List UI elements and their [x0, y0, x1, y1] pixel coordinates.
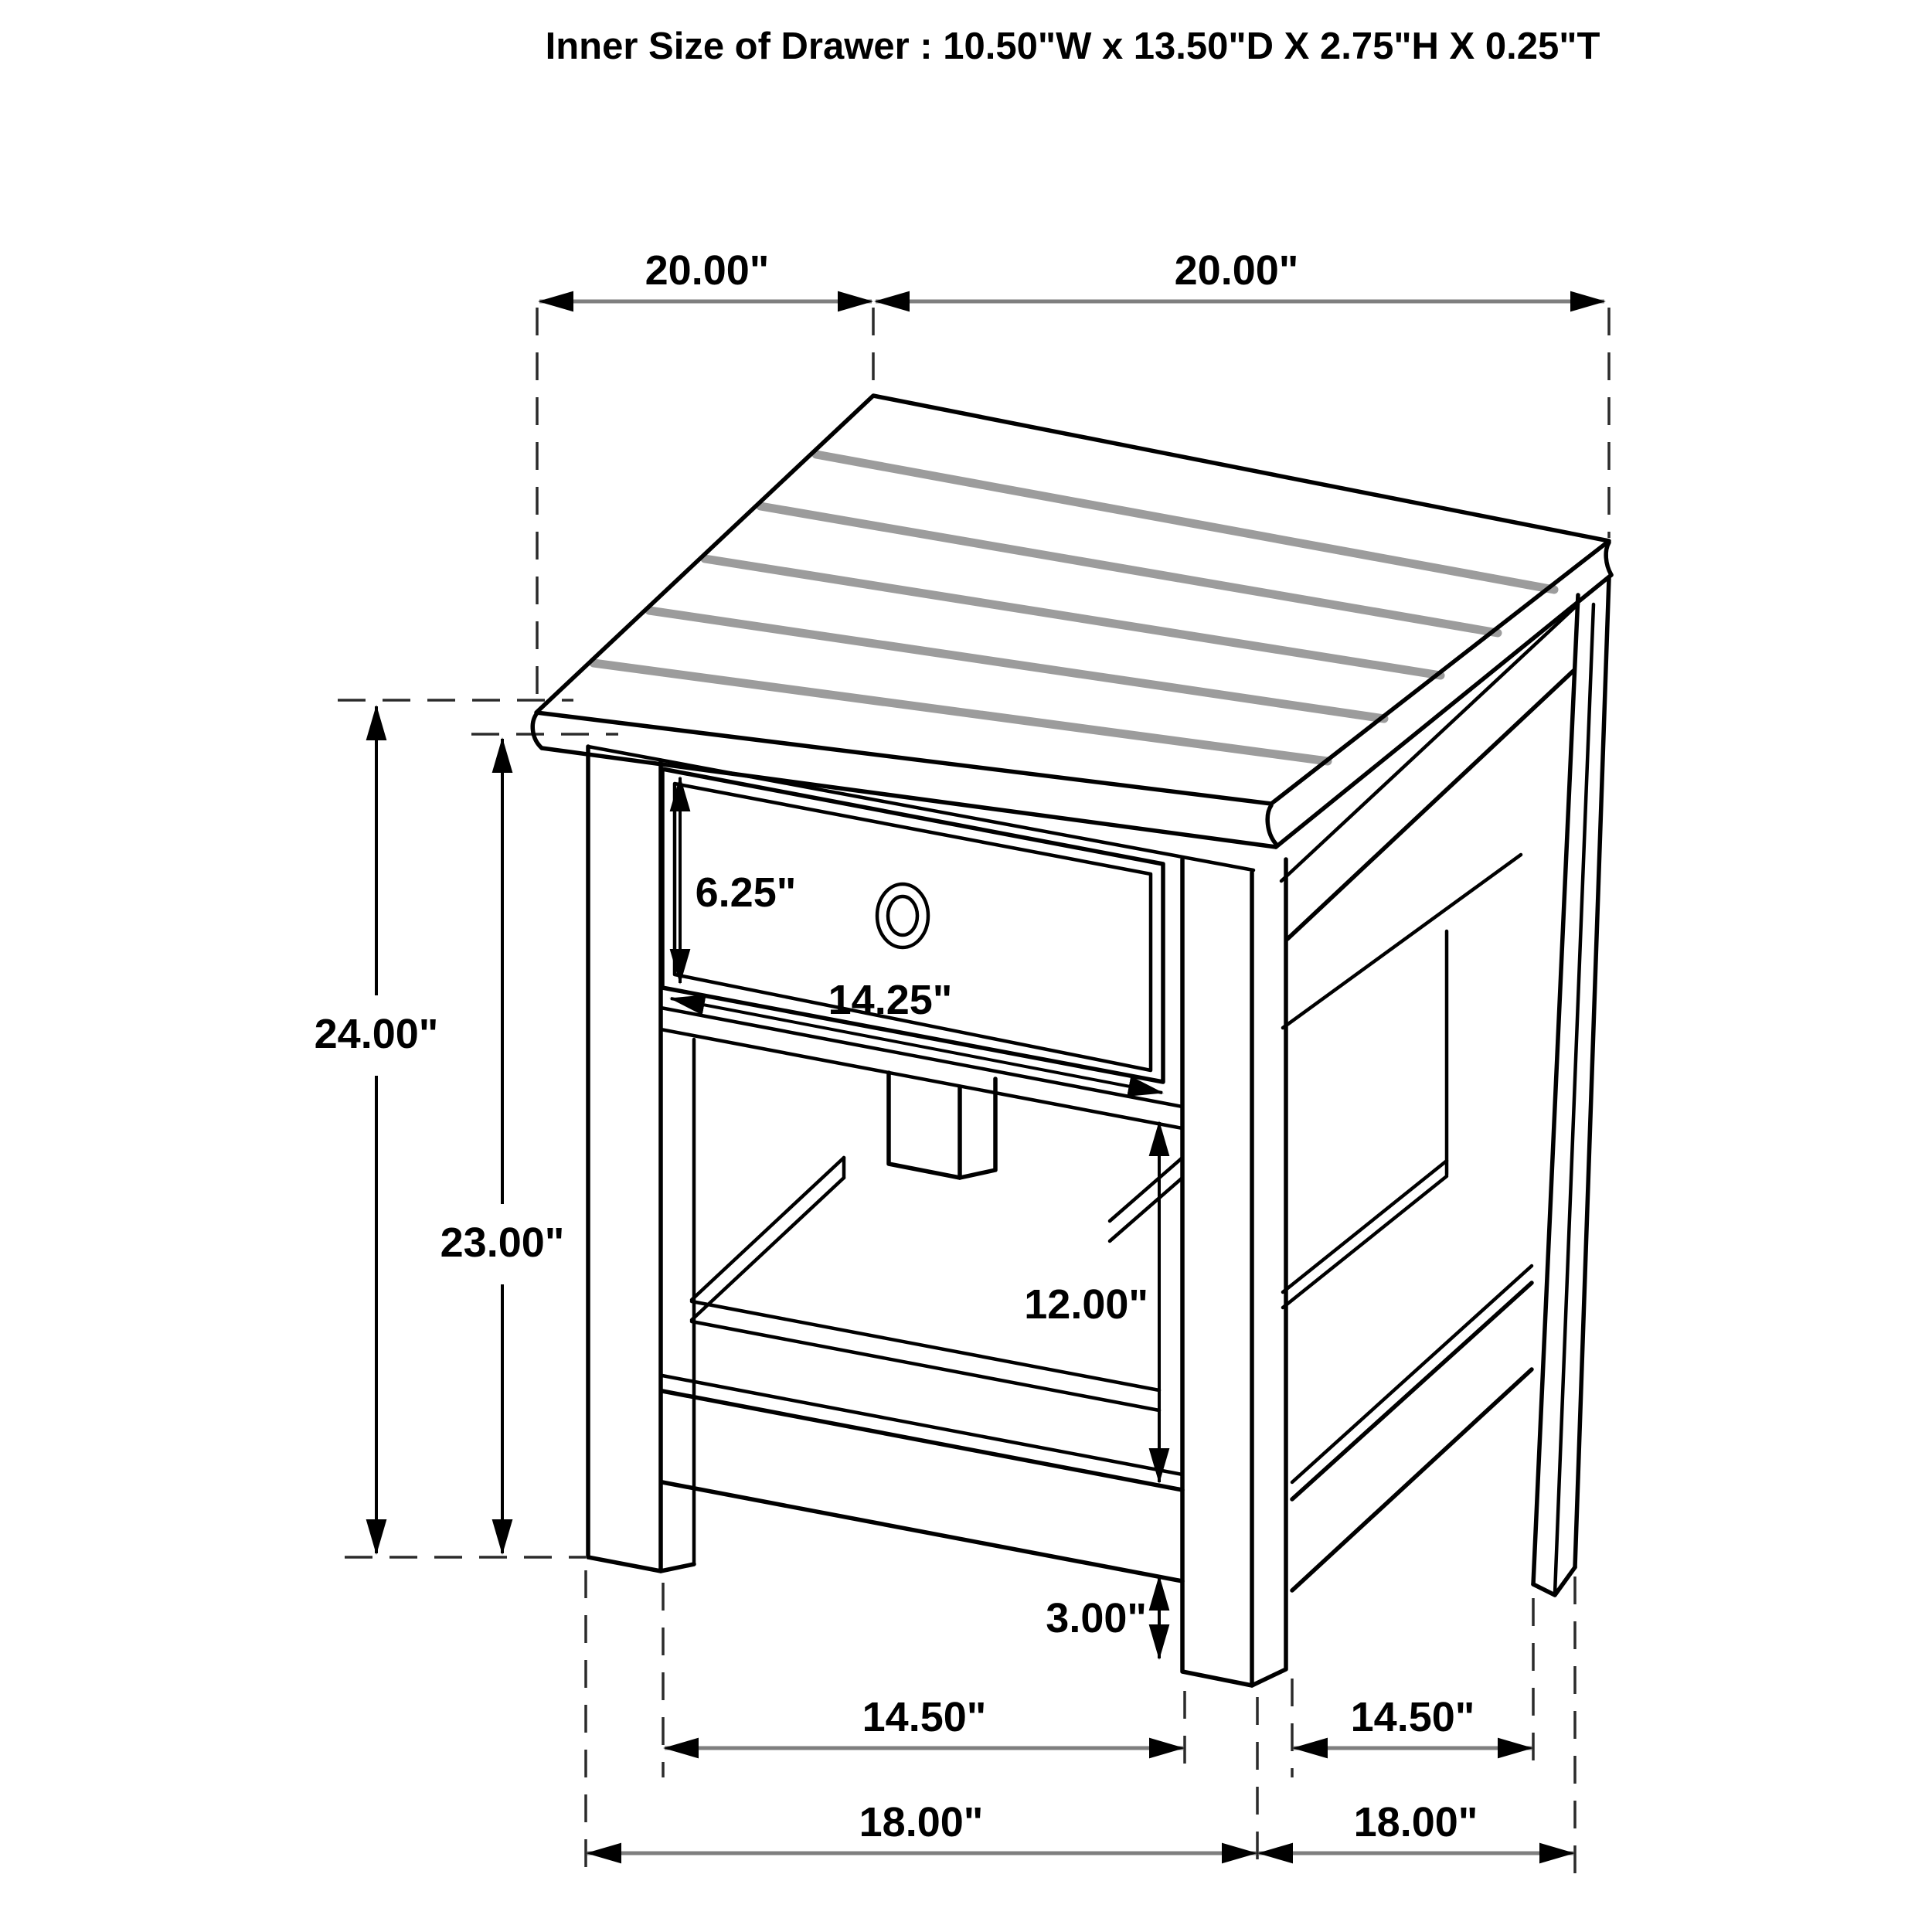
dimension-label-floor-clearance: 3.00": [1046, 1595, 1147, 1641]
diagram-title: Inner Size of Drawer : 10.50"W x 13.50"D X 2.75"H X 0.25"T: [545, 26, 1600, 67]
extension-lines-left: [338, 700, 618, 1557]
dimension-label-shelf-clearance: 12.00": [1024, 1281, 1148, 1328]
dimension-front-outer-width: [587, 1799, 1256, 1853]
dimension-label-side-leg-spacing: 14.50": [1350, 1694, 1475, 1740]
dimension-side-leg-spacing: [1294, 1694, 1532, 1748]
front-left-leg: [588, 747, 694, 1571]
drawer-face: [662, 769, 1163, 1082]
dimension-floor-clearance: [1046, 1577, 1159, 1658]
dimension-label-front-leg-spacing: 14.50": [862, 1694, 987, 1740]
dimension-top-depth: [539, 247, 872, 301]
dimension-label-front-outer-width: 18.00": [859, 1799, 984, 1845]
dimension-shelf-clearance: [1024, 1122, 1159, 1482]
front-right-leg: [1182, 859, 1286, 1685]
back-right-leg: [1533, 578, 1609, 1595]
dimension-label-leg-height: 23.00": [440, 1219, 565, 1266]
dimension-front-leg-spacing: [665, 1694, 1183, 1748]
drawer-knob: [877, 884, 928, 947]
shelf-front: [662, 1376, 1182, 1581]
side-face: [1281, 604, 1578, 1590]
dimension-label-drawer-width: 14.25": [828, 977, 953, 1023]
dimension-drawer-height: [680, 777, 796, 983]
dimension-label-drawer-height: 6.25": [695, 869, 797, 916]
table-drawing: [532, 396, 1611, 1685]
tabletop-edge-band: [532, 543, 1611, 847]
dimension-label-overall-height: 24.00": [314, 1011, 439, 1057]
front-apron-seam: [588, 747, 1253, 870]
dimension-overall-height: [315, 706, 439, 1553]
dimension-side-outer-depth: [1259, 1799, 1573, 1853]
dimension-top-width: [876, 247, 1604, 301]
dimension-label-top-width: 20.00": [1174, 247, 1299, 294]
dimension-label-top-depth: 20.00": [645, 247, 770, 294]
dimension-label-side-outer-depth: 18.00": [1353, 1799, 1478, 1845]
dimension-leg-height: [440, 739, 565, 1553]
tabletop-surface: [536, 396, 1609, 804]
